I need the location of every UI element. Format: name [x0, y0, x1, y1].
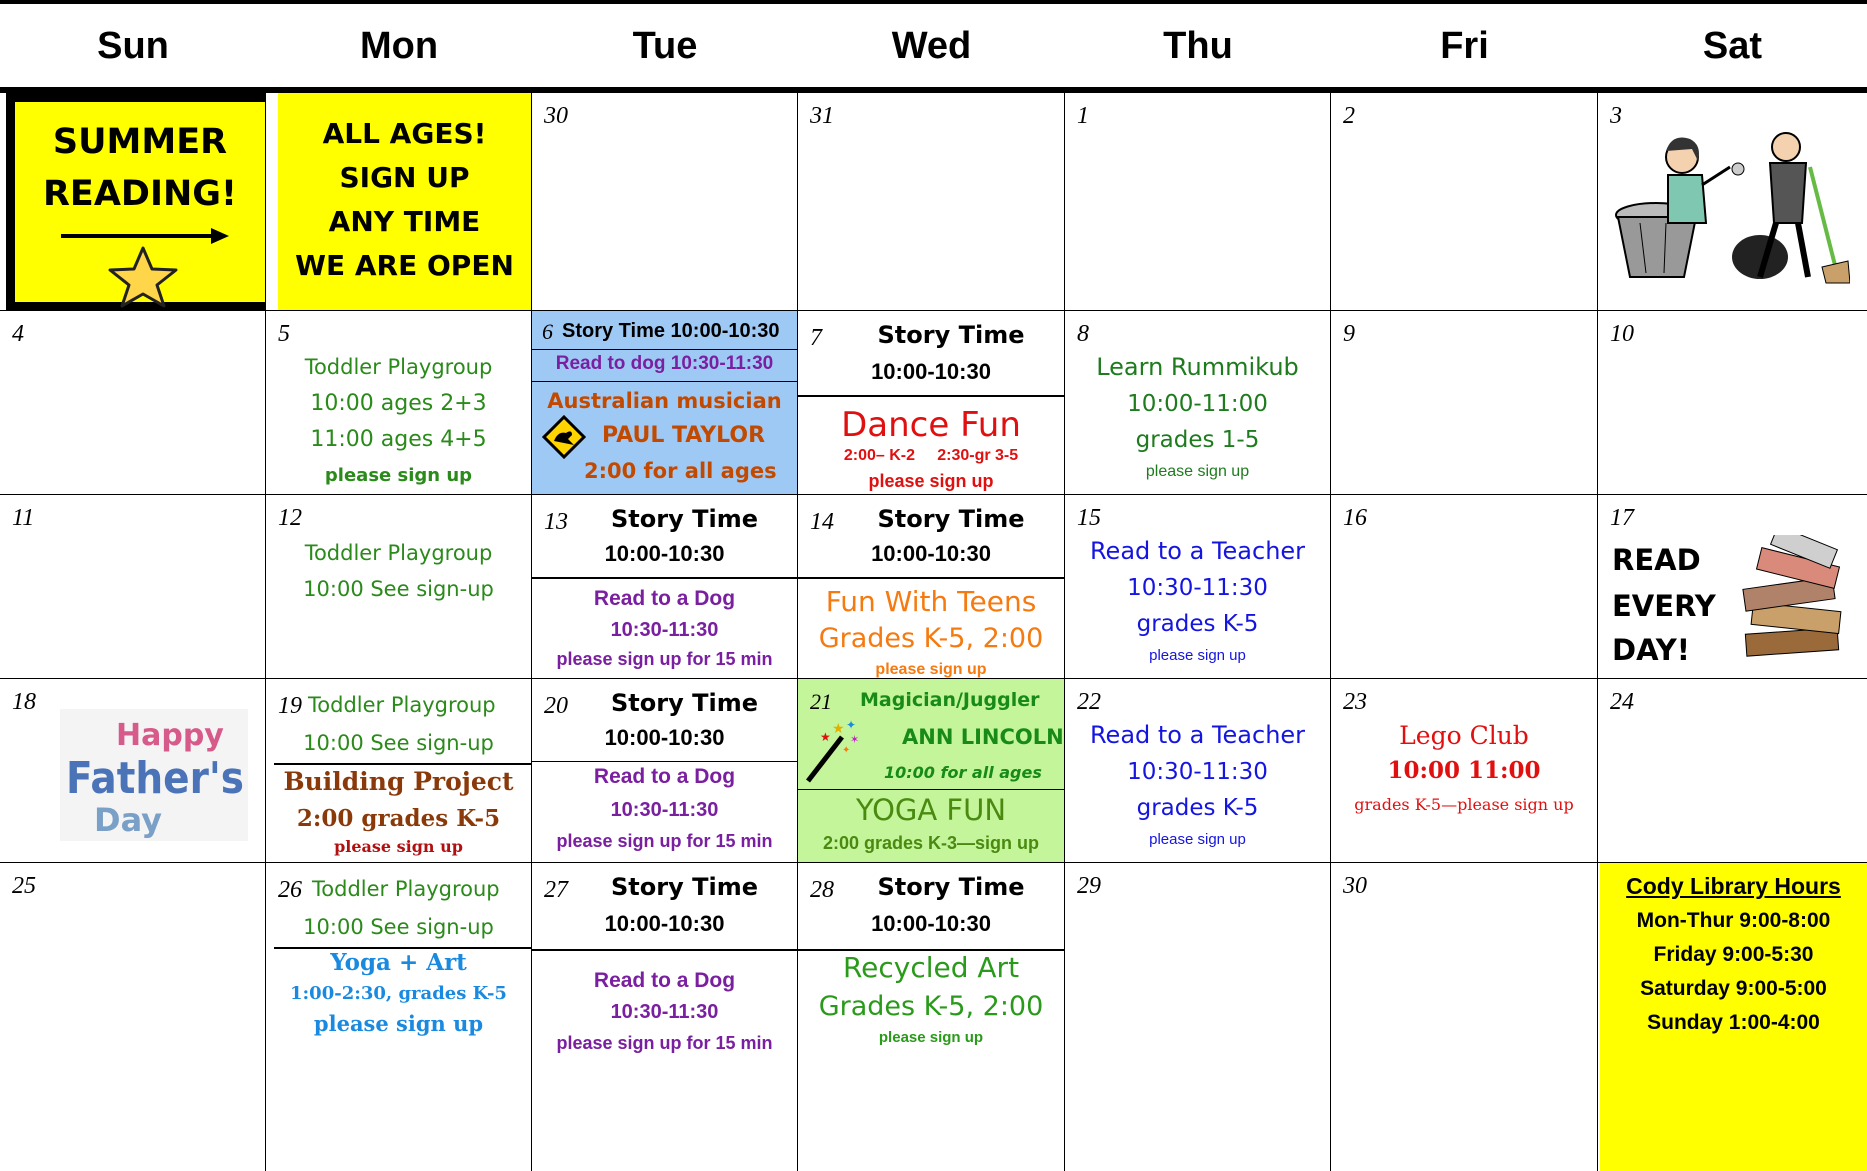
- event-title: Dance Fun: [841, 405, 1021, 445]
- star-icon: [107, 246, 179, 308]
- day-number: 19: [278, 693, 302, 719]
- day-number: 30: [1343, 873, 1367, 899]
- day-number: 3: [1610, 103, 1622, 129]
- day-cell: [0, 495, 266, 679]
- day-cell: [532, 93, 798, 311]
- day-cell: [1598, 679, 1867, 863]
- event-time: 10:30-11:30: [610, 799, 719, 821]
- event-time: 2:00 for all ages: [584, 459, 777, 483]
- day-number: 27: [544, 877, 568, 903]
- event-title: Magician/Juggler: [860, 689, 1040, 711]
- day-cell: [798, 93, 1065, 311]
- event-title: Story Time: [611, 689, 758, 717]
- day-cell: [266, 311, 532, 495]
- event-note: 2:00 grades K-3—sign up: [822, 833, 1040, 853]
- divider: [274, 763, 531, 765]
- divider: [532, 381, 797, 382]
- day-number: 30: [544, 103, 568, 129]
- day-cell: [0, 863, 266, 1171]
- graphic-word-happy: Happy: [116, 718, 224, 753]
- event-grades: grades K-5: [1136, 795, 1259, 821]
- event-time: 10:00 See sign-up: [303, 577, 494, 601]
- event-title: Australian musician: [547, 389, 782, 413]
- performer-name: PAUL TAYLOR: [602, 423, 766, 448]
- hours-line: Mon-Thur 9:00-8:00: [1636, 909, 1831, 932]
- day-number: 21: [810, 689, 832, 714]
- allages-line3: ANY TIME: [328, 205, 481, 238]
- header-tue: Tue: [632, 24, 698, 67]
- event-note: please sign up for 15 min: [556, 831, 773, 851]
- day-number: 1: [1077, 103, 1089, 129]
- header-thu: Thu: [1163, 24, 1233, 67]
- graphic-word-day: Day: [94, 801, 163, 839]
- header-sun: Sun: [97, 24, 169, 67]
- day-cell: [532, 863, 798, 1171]
- banner-line2: READING!: [42, 174, 237, 214]
- divider: [798, 789, 1064, 790]
- event-title: Story Time: [877, 873, 1025, 901]
- day-number: 25: [12, 873, 36, 899]
- event-note: please sign up: [334, 837, 463, 856]
- event-note: please sign up for 15 min: [556, 1033, 773, 1053]
- header-fri: Fri: [1440, 24, 1489, 67]
- event-time: 10:00 for all ages: [884, 763, 1042, 782]
- header-mon: Mon: [359, 24, 439, 67]
- day-cell: [532, 679, 798, 863]
- event-time: 10:00-11:00: [1127, 391, 1268, 417]
- event-title: Read to a Teacher: [1089, 721, 1306, 749]
- day-cell: [1065, 495, 1331, 679]
- event-grades: grades 1-5: [1135, 427, 1260, 453]
- day-cell: [1331, 679, 1598, 863]
- day-number: 24: [1610, 689, 1634, 715]
- performer-name: ANN LINCOLN: [902, 725, 1064, 749]
- summer-reading-banner: [6, 93, 266, 311]
- allages-line1: ALL AGES!: [322, 117, 487, 150]
- day-cell: [798, 863, 1065, 1171]
- hours-line: Saturday 9:00-5:00: [1640, 977, 1827, 1000]
- event-title: Read to a Dog: [593, 969, 736, 992]
- event-time: 10:00 See sign-up: [303, 731, 494, 755]
- svg-text:★: ★: [820, 730, 831, 744]
- event-title: Toddler Playgroup: [308, 693, 496, 717]
- event-time: 10:00-10:30: [871, 359, 991, 384]
- event-time: 10:00-10:30: [604, 911, 725, 936]
- event-time: 1:00-2:30, grades K-5: [290, 983, 507, 1004]
- day-number: 22: [1077, 689, 1101, 715]
- event-title: Read to a Dog: [593, 587, 736, 610]
- day-number: 28: [810, 877, 834, 903]
- svg-text:✶: ✶: [850, 734, 860, 746]
- day-number: 2: [1343, 103, 1355, 129]
- library-hours-cell: [1598, 863, 1867, 1171]
- event-note: please sign up: [875, 661, 987, 678]
- day-cell: [1065, 679, 1331, 863]
- day-cell: [798, 495, 1065, 679]
- divider: [532, 949, 797, 951]
- event-title: YOGA FUN: [855, 793, 1007, 827]
- event-time: 2:00 grades K-5: [296, 805, 501, 832]
- day-number: 13: [544, 509, 568, 535]
- event-time: 10:30-11:30: [610, 1001, 719, 1023]
- event-time: 10:30-11:30: [610, 619, 719, 641]
- event-time: Grades K-5, 2:00: [818, 623, 1044, 654]
- day-cell: [1331, 863, 1598, 1171]
- event-note: please sign up: [1145, 463, 1250, 480]
- banner-line1: SUMMER: [52, 122, 228, 162]
- event-time: 10:30-11:30: [1127, 759, 1268, 785]
- day-cell: [266, 495, 532, 679]
- allages-line2: SIGN UP: [339, 161, 470, 194]
- divider: [798, 577, 1064, 579]
- day-number: 10: [1610, 321, 1634, 347]
- divider: [532, 761, 797, 762]
- day-cell: [0, 679, 266, 863]
- event-title: Fun With Teens: [825, 585, 1037, 618]
- allages-box: [278, 93, 531, 310]
- read-line1: READ: [1612, 543, 1701, 577]
- event-time: 10:00-10:30: [871, 911, 991, 936]
- day-cell: [266, 863, 532, 1171]
- event-time: 10:00-10:30: [871, 541, 991, 566]
- day-cell: [0, 311, 266, 495]
- day-number: 8: [1077, 321, 1089, 347]
- event-title: Read to a Dog: [593, 765, 736, 788]
- day-number: 7: [810, 325, 822, 351]
- day-number: 16: [1343, 505, 1367, 531]
- svg-text:★: ★: [832, 720, 845, 736]
- event-note: please sign up: [1149, 831, 1246, 848]
- day-number: 6: [542, 319, 553, 344]
- event-time: 10:00-10:30: [604, 725, 725, 750]
- day-cell: [532, 311, 798, 495]
- day-cell: [532, 495, 798, 679]
- event-title: Yoga + Art: [330, 949, 467, 976]
- event-time: Grades K-5, 2:00: [818, 991, 1044, 1022]
- event-time: 10:00-10:30: [604, 541, 725, 566]
- event-title: Lego Club: [1399, 721, 1529, 750]
- event-note: please sign up for 15 min: [556, 649, 773, 669]
- top-rule: [0, 0, 1867, 4]
- header-sat: Sat: [1702, 24, 1763, 67]
- event-title: Story Time: [877, 321, 1025, 349]
- day-number: 11: [12, 505, 35, 531]
- arrow-icon: [61, 226, 231, 246]
- day-number: 29: [1077, 873, 1101, 899]
- event-note: please sign up: [878, 1029, 984, 1046]
- happy-fathers-day-graphic: [60, 709, 248, 841]
- event-title: Toddler Playgroup: [304, 541, 493, 565]
- event-note: please sign up: [313, 1011, 484, 1036]
- event-note: please sign up: [324, 465, 473, 486]
- day-number: 31: [810, 103, 834, 129]
- day-number: 26: [278, 877, 302, 903]
- event-title: Building Project: [283, 767, 514, 796]
- library-hours-title: Cody Library Hours: [1626, 873, 1841, 899]
- day-cell: [266, 679, 532, 863]
- hours-line: Sunday 1:00-4:00: [1647, 1011, 1820, 1034]
- read-line2: EVERY: [1612, 589, 1716, 623]
- day-number: 23: [1343, 689, 1367, 715]
- day-cell: [798, 311, 1065, 495]
- event-title: Read to dog 10:30-11:30: [555, 353, 774, 374]
- svg-text:✦: ✦: [846, 718, 857, 732]
- read-line3: DAY!: [1612, 633, 1690, 667]
- day-cell: [798, 679, 1065, 863]
- day-number: 17: [1610, 505, 1634, 531]
- books-stack-icon: [1734, 535, 1854, 663]
- event-title: Recycled Art: [842, 951, 1020, 984]
- banner-cell: [0, 93, 266, 311]
- event-title: Story Time: [877, 505, 1025, 533]
- day-number: 15: [1077, 505, 1101, 531]
- event-title: Read to a Teacher: [1089, 537, 1306, 565]
- event-note: please sign up: [1149, 647, 1246, 664]
- divider: [532, 349, 797, 350]
- event-title: Learn Rummikub: [1096, 353, 1299, 381]
- day-number: 4: [12, 321, 24, 347]
- day-number: 9: [1343, 321, 1355, 347]
- day-cell: [1598, 93, 1867, 311]
- hours-line: Friday 9:00-5:30: [1653, 943, 1814, 966]
- allages-line4: WE ARE OPEN: [295, 249, 514, 282]
- calendar-grid: [0, 93, 1867, 1171]
- day-cell: [1598, 495, 1867, 679]
- day-cell: [1065, 93, 1331, 311]
- event-time: 10:00 11:00: [1387, 757, 1541, 784]
- svg-text:✦: ✦: [842, 745, 851, 756]
- day-cell: [1331, 93, 1598, 311]
- event-title: Story Time: [611, 873, 758, 901]
- day-cell: [1065, 863, 1331, 1171]
- event-time: 10:00 See sign-up: [303, 915, 494, 939]
- library-hours-box: [1600, 863, 1867, 1171]
- day-cell: [1331, 311, 1598, 495]
- day-number: 14: [810, 509, 834, 535]
- day-number: 18: [12, 689, 36, 715]
- event-time: 2:00– K-2 2:30-gr 3-5: [843, 447, 1019, 464]
- graphic-word-fathers: Father's: [66, 753, 244, 804]
- event-note: grades K-5—please sign up: [1354, 795, 1574, 814]
- event-note: please sign up: [868, 471, 994, 491]
- event-title: Toddler Playgroup: [312, 877, 500, 901]
- event-time: 10:30-11:30: [1127, 575, 1268, 601]
- event-time: 11:00 ages 4+5: [310, 427, 487, 452]
- divider: [532, 577, 797, 579]
- event-title: Story Time 10:00-10:30: [562, 320, 780, 342]
- event-title: Story Time: [611, 505, 758, 533]
- day-number: 12: [278, 505, 302, 531]
- magic-wand-icon: [802, 715, 866, 785]
- day-number: 20: [544, 693, 568, 719]
- divider: [798, 395, 1064, 397]
- event-title: Toddler Playgroup: [304, 355, 493, 379]
- cleanup-illustration-icon: [1610, 127, 1850, 287]
- kangaroo-sign-icon: [542, 415, 586, 459]
- day-cell: [1598, 311, 1867, 495]
- allages-cell: [266, 93, 532, 311]
- day-cell: [1065, 311, 1331, 495]
- header-wed: Wed: [891, 24, 972, 67]
- event-time: 10:00 ages 2+3: [310, 391, 487, 416]
- day-number: 5: [278, 321, 290, 347]
- event-grades: grades K-5: [1136, 611, 1259, 637]
- day-cell: [1331, 495, 1598, 679]
